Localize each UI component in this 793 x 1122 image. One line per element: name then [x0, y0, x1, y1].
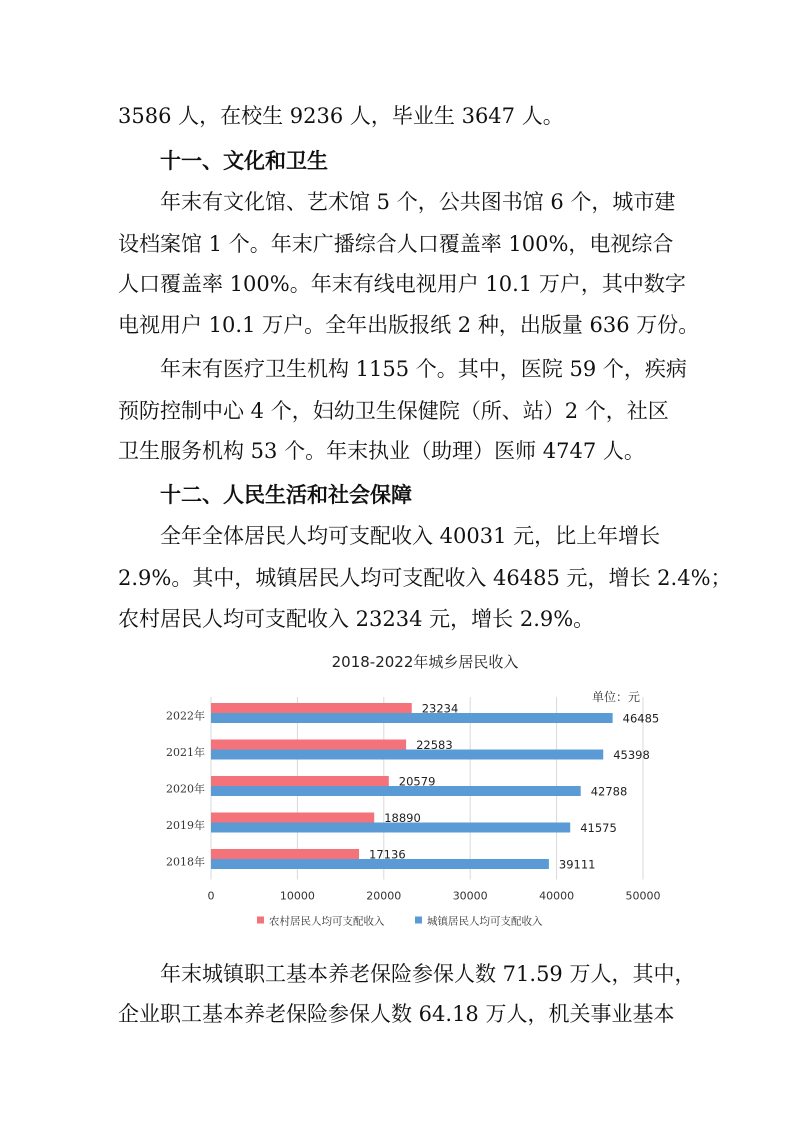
legend-swatch-rural — [257, 917, 264, 924]
rural-income-bar — [211, 776, 389, 786]
y-category-label: 2020年 — [166, 782, 205, 796]
text-line-13: 企业职工基本养老保险参保人数 64.18 万人，机关事业基本 — [118, 1002, 675, 1026]
text-line-9: 全年全体居民人均可支配收入 40031 元，比上年增长 — [160, 524, 661, 548]
legend-label-rural: 农村居民人均可支配收入 — [269, 915, 385, 928]
urban-value-label: 41575 — [580, 821, 617, 835]
rural-value-label: 22583 — [416, 738, 453, 752]
text-line-12: 年末城镇职工基本养老保险参保人数 71.59 万人，其中， — [160, 962, 696, 986]
rural-value-label: 18890 — [384, 811, 421, 825]
rural-income-bar — [211, 813, 374, 823]
text-line-1: 3586 人，在校生 9236 人，毕业生 3647 人。 — [118, 104, 564, 128]
rural-value-label: 17136 — [369, 847, 406, 862]
urban-income-bar — [211, 786, 581, 796]
x-tick-label: 50000 — [625, 889, 660, 903]
legend-swatch-urban — [415, 917, 422, 924]
x-tick-label: 30000 — [452, 889, 488, 903]
rural-income-bar — [211, 740, 406, 750]
text-line-5: 电视用户 10.1 万户。全年出版报纸 2 种，出版量 636 万份。 — [118, 313, 700, 337]
text-line-4: 人口覆盖率 100%。年末有线电视用户 10.1 万户，其中数字 — [118, 272, 686, 296]
y-category-label: 2021年 — [166, 745, 205, 759]
x-tick-label: 0 — [207, 889, 215, 903]
chart-title: 2018-2022年城乡居民收入 — [331, 653, 519, 671]
urban-value-label: 46485 — [622, 711, 660, 726]
income-bar-chart — [150, 640, 660, 940]
text-line-3: 设档案馆 1 个。年末广播综合人口覆盖率 100%，电视综合 — [118, 232, 674, 256]
rural-value-label: 23234 — [421, 701, 459, 716]
x-tick-label: 20000 — [366, 889, 402, 903]
text-line-6: 年末有医疗卫生机构 1155 个。其中，医院 59 个，疾病 — [160, 357, 687, 381]
text-line-11: 农村居民人均可支配收入 23234 元，增长 2.9%。 — [118, 607, 595, 631]
legend-label-urban: 城镇居民人均可支配收入 — [427, 915, 543, 928]
text-line-10: 2.9%。其中，城镇居民人均可支配收入 46485 元，增长 2.4%； — [118, 566, 732, 590]
text-line-8: 卫生服务机构 53 个。年末执业（助理）医师 4747 人。 — [118, 439, 645, 463]
y-category-label: 2022年 — [166, 709, 205, 723]
y-category-label: 2018年 — [166, 855, 205, 869]
urban-value-label: 45398 — [613, 748, 650, 762]
rural-income-bar — [211, 703, 412, 713]
y-category-label: 2019年 — [166, 818, 205, 832]
chart-unit-label: 单位：元 — [591, 690, 640, 704]
urban-value-label: 42788 — [590, 784, 628, 799]
urban-income-bar — [211, 750, 603, 760]
rural-value-label: 20579 — [398, 774, 436, 789]
section-heading-culture-health: 十一、文化和卫生 — [160, 149, 328, 173]
text-line-2: 年末有文化馆、艺术馆 5 个，公共图书馆 6 个，城市建 — [160, 190, 676, 214]
text-line-7: 预防控制中心 4 个，妇幼卫生保健院（所、站）2 个，社区 — [118, 399, 669, 423]
urban-income-bar — [211, 713, 613, 723]
urban-value-label: 39111 — [558, 857, 596, 872]
x-tick-label: 40000 — [539, 889, 575, 903]
x-tick-label: 10000 — [279, 889, 315, 903]
section-heading-living-social-security: 十二、人民生活和社会保障 — [160, 483, 412, 507]
rural-income-bar — [211, 849, 359, 859]
